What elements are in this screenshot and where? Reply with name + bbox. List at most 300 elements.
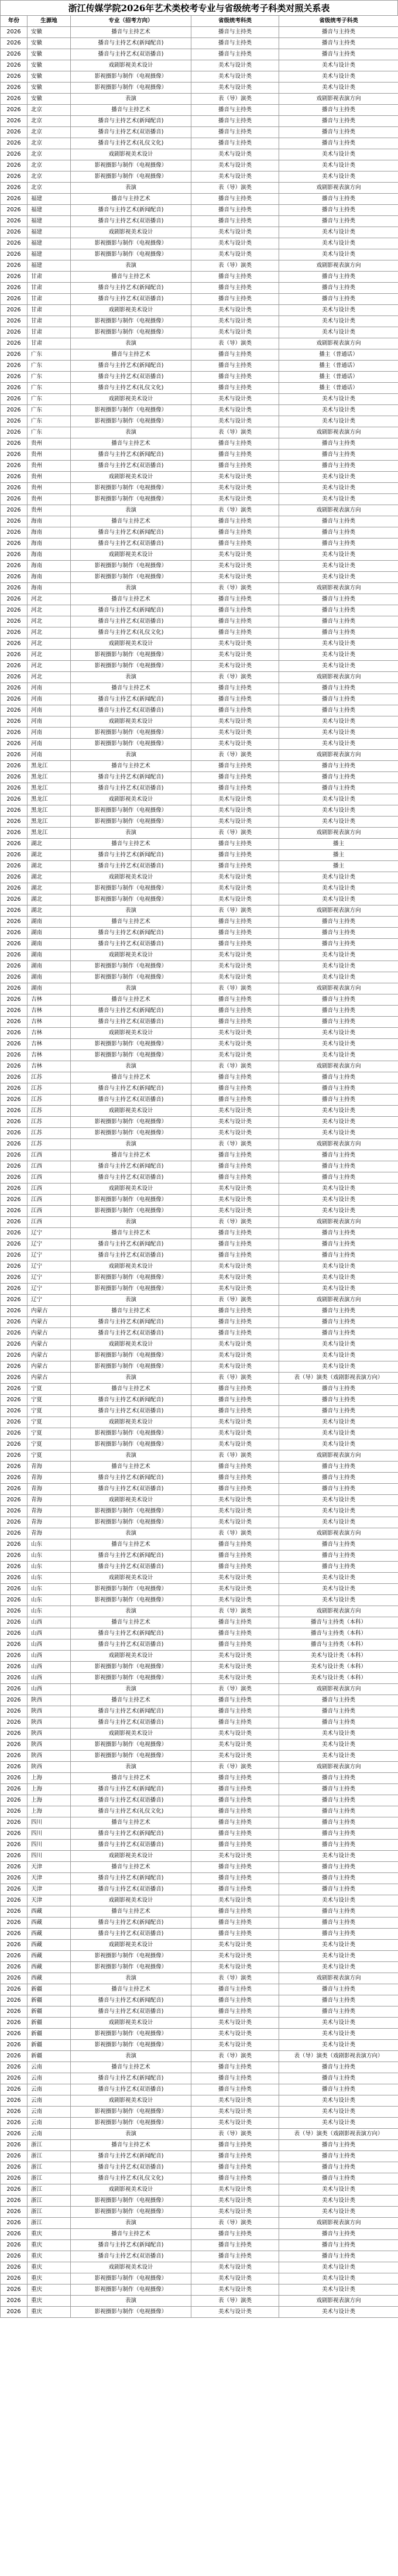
- table-row: [1, 427, 398, 438]
- cell-province: 安徽: [28, 83, 71, 94]
- cell-major: 播音与主持艺术(新闻配音): [71, 1395, 191, 1406]
- cell-subcategory: 播音与主持类: [279, 538, 398, 550]
- cell-major: 戏剧影视美术设计: [71, 1417, 191, 1428]
- cell-province: 海南: [28, 538, 71, 550]
- table-row: [1, 972, 398, 983]
- cell-year: 2026: [1, 438, 28, 450]
- cell-category: 美术与设计类: [191, 661, 279, 672]
- table-row: [1, 1962, 398, 1973]
- cell-subcategory: 戏剧影视表演方向: [279, 183, 398, 194]
- table-row: [1, 627, 398, 639]
- table-row: [1, 2107, 398, 2118]
- cell-subcategory: 播主（普通话）: [279, 349, 398, 361]
- table-row: [1, 183, 398, 194]
- cell-province: 宁夏: [28, 1450, 71, 1462]
- cell-year: 2026: [1, 1284, 28, 1295]
- table-row: [1, 372, 398, 383]
- cell-province: 北京: [28, 171, 71, 183]
- cell-subcategory: 美术与设计类: [279, 1940, 398, 1951]
- cell-province: 甘肃: [28, 294, 71, 305]
- cell-major: 播音与主持艺术(双语播音): [71, 705, 191, 716]
- cell-subcategory: 美术与设计类: [279, 316, 398, 327]
- cell-subcategory: 美术与设计类: [279, 1284, 398, 1295]
- cell-subcategory: 播音与主持类: [279, 49, 398, 60]
- cell-major: 影视摄影与制作（电视摄像）: [71, 1584, 191, 1595]
- cell-major: 影视摄影与制作（电视摄像）: [71, 2029, 191, 2040]
- cell-category: 播音与主持类: [191, 116, 279, 127]
- cell-province: 海南: [28, 527, 71, 538]
- table-row: [1, 883, 398, 894]
- cell-province: 安徽: [28, 38, 71, 49]
- table-row: [1, 1150, 398, 1161]
- cell-major: 影视摄影与制作（电视摄像）: [71, 805, 191, 817]
- cell-subcategory: 美术与设计类: [279, 2107, 398, 2118]
- table-row: [1, 1317, 398, 1328]
- cell-major: 影视摄影与制作（电视摄像）: [71, 1751, 191, 1762]
- cell-year: 2026: [1, 1573, 28, 1584]
- cell-category: 美术与设计类: [191, 794, 279, 805]
- cell-subcategory: 美术与设计类: [279, 1028, 398, 1039]
- table-row: [1, 928, 398, 939]
- table-row: [1, 71, 398, 83]
- cell-year: 2026: [1, 1595, 28, 1606]
- cell-major: 戏剧影视美术设计: [71, 2095, 191, 2107]
- table-row: [1, 594, 398, 605]
- cell-major: 戏剧影视美术设计: [71, 1940, 191, 1951]
- cell-major: 影视摄影与制作（电视摄像）: [71, 1206, 191, 1217]
- cell-subcategory: 美术与设计类: [279, 550, 398, 561]
- cell-category: 播音与主持类: [191, 861, 279, 872]
- cell-category: 表（导）演类: [191, 1973, 279, 1984]
- cell-province: 山西: [28, 1662, 71, 1673]
- table-row: [1, 194, 398, 205]
- cell-category: 美术与设计类: [191, 1651, 279, 1662]
- table-row: [1, 2262, 398, 2273]
- cell-subcategory: 播音与主持类: [279, 1717, 398, 1728]
- cell-year: 2026: [1, 238, 28, 249]
- cell-year: 2026: [1, 1117, 28, 1128]
- cell-category: 美术与设计类: [191, 2184, 279, 2196]
- cell-province: 福建: [28, 260, 71, 272]
- cell-year: 2026: [1, 1918, 28, 1929]
- cell-province: 重庆: [28, 2240, 71, 2251]
- table-row: [1, 605, 398, 616]
- cell-major: 戏剧影视美术设计: [71, 1851, 191, 1862]
- cell-subcategory: 播音与主持类: [279, 1784, 398, 1795]
- cell-province: 内蒙古: [28, 1373, 71, 1384]
- cell-major: 戏剧影视美术设计: [71, 1106, 191, 1117]
- cell-major: 影视摄影与制作（电视摄像）: [71, 1517, 191, 1528]
- cell-category: 播音与主持类: [191, 138, 279, 149]
- cell-province: 贵州: [28, 505, 71, 516]
- table-row: [1, 461, 398, 472]
- cell-category: 表（导）演类: [191, 183, 279, 194]
- cell-province: 河北: [28, 639, 71, 650]
- cell-major: 播音与主持艺术(双语播音): [71, 1929, 191, 1940]
- cell-category: 播音与主持类: [191, 1384, 279, 1395]
- cell-province: 广东: [28, 394, 71, 405]
- table-row: [1, 1495, 398, 1506]
- cell-category: 美术与设计类: [191, 405, 279, 416]
- table-row: [1, 1884, 398, 1895]
- cell-major: 影视摄影与制作（电视摄像）: [71, 1595, 191, 1606]
- cell-major: 影视摄影与制作（电视摄像）: [71, 1128, 191, 1139]
- cell-subcategory: 播音与主持类: [279, 1884, 398, 1895]
- cell-subcategory: 播主（普通话）: [279, 383, 398, 394]
- header-subcategory: 省级统考子科类: [279, 16, 398, 27]
- table-row: [1, 1028, 398, 1039]
- cell-category: 播音与主持类: [191, 216, 279, 227]
- cell-year: 2026: [1, 1373, 28, 1384]
- cell-subcategory: 表（导）演类（戏剧影视表演方向）: [279, 1373, 398, 1384]
- cell-category: 美术与设计类: [191, 961, 279, 972]
- table-row: [1, 1184, 398, 1195]
- cell-subcategory: 播音与主持类: [279, 1395, 398, 1406]
- cell-major: 播音与主持艺术(双语播音): [71, 2006, 191, 2018]
- table-row: [1, 905, 398, 917]
- table-row: [1, 1095, 398, 1106]
- cell-major: 播音与主持艺术: [71, 2140, 191, 2151]
- cell-year: 2026: [1, 572, 28, 583]
- table-row: [1, 450, 398, 461]
- cell-major: 播音与主持艺术(双语播音): [71, 372, 191, 383]
- header-year: 年份: [1, 16, 28, 27]
- cell-province: 贵州: [28, 483, 71, 494]
- cell-year: 2026: [1, 594, 28, 605]
- cell-province: 江西: [28, 1217, 71, 1228]
- cell-year: 2026: [1, 883, 28, 894]
- table-row: [1, 705, 398, 716]
- cell-major: 播音与主持艺术(新闻配音): [71, 694, 191, 705]
- cell-major: 表演: [71, 427, 191, 438]
- cell-subcategory: 美术与设计类: [279, 1495, 398, 1506]
- cell-year: 2026: [1, 505, 28, 516]
- cell-subcategory: 播音与主持类: [279, 616, 398, 627]
- cell-category: 美术与设计类: [191, 1851, 279, 1862]
- cell-category: 美术与设计类: [191, 739, 279, 750]
- cell-category: 播音与主持类: [191, 2251, 279, 2262]
- cell-major: 影视摄影与制作（电视摄像）: [71, 83, 191, 94]
- cell-year: 2026: [1, 1317, 28, 1328]
- cell-major: 表演: [71, 1973, 191, 1984]
- cell-major: 播音与主持艺术(新闻配音): [71, 1317, 191, 1328]
- cell-province: 江苏: [28, 1106, 71, 1117]
- cell-subcategory: 播音与主持类: [279, 138, 398, 149]
- table-row: [1, 294, 398, 305]
- cell-province: 甘肃: [28, 338, 71, 349]
- cell-category: 表（导）演类: [191, 672, 279, 683]
- cell-province: 黑龙江: [28, 828, 71, 839]
- cell-province: 山西: [28, 1651, 71, 1662]
- cell-province: 云南: [28, 2084, 71, 2095]
- cell-category: 美术与设计类: [191, 1106, 279, 1117]
- cell-major: 影视摄影与制作（电视摄像）: [71, 1951, 191, 1962]
- table-row: [1, 783, 398, 794]
- cell-year: 2026: [1, 1862, 28, 1873]
- cell-category: 美术与设计类: [191, 1361, 279, 1373]
- cell-category: 美术与设计类: [191, 1272, 279, 1284]
- cell-category: 播音与主持类: [191, 1317, 279, 1328]
- cell-province: 西藏: [28, 1929, 71, 1940]
- cell-province: 湖北: [28, 883, 71, 894]
- cell-subcategory: 播音与主持类: [279, 1250, 398, 1261]
- table-row: [1, 38, 398, 49]
- cell-year: 2026: [1, 839, 28, 850]
- cell-year: 2026: [1, 538, 28, 550]
- cell-major: 影视摄影与制作（电视摄像）: [71, 238, 191, 249]
- cell-category: 美术与设计类: [191, 728, 279, 739]
- table-row: [1, 1161, 398, 1172]
- cell-major: 播音与主持艺术: [71, 994, 191, 1006]
- cell-province: 北京: [28, 105, 71, 116]
- cell-year: 2026: [1, 1361, 28, 1373]
- table-row: [1, 2006, 398, 2018]
- cell-category: 播音与主持类: [191, 694, 279, 705]
- cell-subcategory: 美术与设计类: [279, 805, 398, 817]
- cell-year: 2026: [1, 338, 28, 349]
- cell-province: 江西: [28, 1150, 71, 1161]
- cell-major: 表演: [71, 2218, 191, 2229]
- cell-major: 影视摄影与制作（电视摄像）: [71, 661, 191, 672]
- table-row: [1, 1450, 398, 1462]
- cell-province: 天津: [28, 1895, 71, 1906]
- cell-province: 西藏: [28, 1951, 71, 1962]
- cell-category: 美术与设计类: [191, 1940, 279, 1951]
- cell-year: 2026: [1, 1551, 28, 1562]
- cell-year: 2026: [1, 2029, 28, 2040]
- cell-major: 播音与主持艺术(双语播音): [71, 616, 191, 627]
- cell-subcategory: 美术与设计类: [279, 2273, 398, 2285]
- cell-major: 播音与主持艺术(新闻配音): [71, 1706, 191, 1717]
- cell-year: 2026: [1, 1740, 28, 1751]
- table-row: [1, 2285, 398, 2296]
- cell-subcategory: 播音与主持类: [279, 1795, 398, 1806]
- cell-year: 2026: [1, 1884, 28, 1895]
- cell-category: 播音与主持类: [191, 1095, 279, 1106]
- header-province: 生源地: [28, 16, 71, 27]
- cell-category: 表（导）演类: [191, 1139, 279, 1150]
- cell-subcategory: 播音与主持类: [279, 272, 398, 283]
- cell-year: 2026: [1, 260, 28, 272]
- cell-province: 北京: [28, 138, 71, 149]
- table-row: [1, 1384, 398, 1395]
- cell-major: 播音与主持艺术: [71, 683, 191, 694]
- table-row: [1, 2029, 398, 2040]
- cell-major: 播音与主持艺术(新闻配音): [71, 1239, 191, 1250]
- cell-year: 2026: [1, 2307, 28, 2318]
- cell-province: 河北: [28, 627, 71, 639]
- cell-province: 西藏: [28, 1940, 71, 1951]
- cell-province: 海南: [28, 550, 71, 561]
- cell-category: 美术与设计类: [191, 639, 279, 650]
- cell-subcategory: 播音与主持类: [279, 216, 398, 227]
- cell-year: 2026: [1, 1695, 28, 1706]
- cell-province: 青海: [28, 1484, 71, 1495]
- cell-province: 上海: [28, 1773, 71, 1784]
- cell-year: 2026: [1, 2073, 28, 2084]
- cell-year: 2026: [1, 1617, 28, 1628]
- cell-major: 影视摄影与制作（电视摄像）: [71, 1962, 191, 1973]
- cell-category: 表（导）演类: [191, 750, 279, 761]
- cell-major: 影视摄影与制作（电视摄像）: [71, 1673, 191, 1684]
- cell-subcategory: 播音与主持类: [279, 2006, 398, 2018]
- cell-year: 2026: [1, 461, 28, 472]
- cell-major: 播音与主持艺术(双语播音): [71, 939, 191, 950]
- cell-year: 2026: [1, 1495, 28, 1506]
- cell-category: 美术与设计类: [191, 171, 279, 183]
- cell-province: 云南: [28, 2062, 71, 2073]
- cell-major: 表演: [71, 1684, 191, 1695]
- cell-major: 影视摄影与制作（电视摄像）: [71, 2118, 191, 2129]
- table-row: [1, 661, 398, 672]
- cell-category: 美术与设计类: [191, 316, 279, 327]
- cell-province: 陕西: [28, 1695, 71, 1706]
- cell-major: 表演: [71, 750, 191, 761]
- cell-subcategory: 播音与主持类: [279, 1817, 398, 1829]
- table-row: [1, 1017, 398, 1028]
- cell-category: 美术与设计类: [191, 2029, 279, 2040]
- table-row: [1, 917, 398, 928]
- table-row: [1, 1673, 398, 1684]
- cell-category: 美术与设计类: [191, 650, 279, 661]
- cell-major: 播音与主持艺术(双语播音): [71, 1484, 191, 1495]
- cell-major: 影视摄影与制作（电视摄像）: [71, 1117, 191, 1128]
- table-row: [1, 1106, 398, 1117]
- cell-subcategory: 美术与设计类: [279, 405, 398, 416]
- cell-category: 表（导）演类: [191, 2218, 279, 2229]
- table-row: [1, 2196, 398, 2207]
- cell-major: 戏剧影视美术设计: [71, 639, 191, 650]
- cell-category: 美术与设计类: [191, 2285, 279, 2296]
- cell-subcategory: 美术与设计类: [279, 1506, 398, 1517]
- cell-major: 播音与主持艺术(双语播音): [71, 127, 191, 138]
- cell-major: 影视摄影与制作（电视摄像）: [71, 171, 191, 183]
- cell-subcategory: 美术与设计类: [279, 2018, 398, 2029]
- cell-subcategory: 美术与设计类: [279, 1595, 398, 1606]
- cell-year: 2026: [1, 661, 28, 672]
- cell-subcategory: 美术与设计类: [279, 2207, 398, 2218]
- cell-subcategory: 美术与设计类: [279, 1740, 398, 1751]
- cell-year: 2026: [1, 939, 28, 950]
- cell-year: 2026: [1, 194, 28, 205]
- cell-province: 浙江: [28, 2196, 71, 2207]
- cell-province: 江苏: [28, 1117, 71, 1128]
- table-row: [1, 2084, 398, 2095]
- cell-category: 美术与设计类: [191, 2118, 279, 2129]
- cell-year: 2026: [1, 160, 28, 171]
- cell-year: 2026: [1, 2095, 28, 2107]
- cell-year: 2026: [1, 216, 28, 227]
- cell-year: 2026: [1, 327, 28, 338]
- cell-subcategory: 播音与主持类: [279, 2151, 398, 2162]
- cell-major: 戏剧影视美术设计: [71, 1184, 191, 1195]
- cell-category: 表（导）演类: [191, 828, 279, 839]
- cell-category: 美术与设计类: [191, 1495, 279, 1506]
- table-row: [1, 1006, 398, 1017]
- cell-category: 表（导）演类: [191, 338, 279, 349]
- table-row: [1, 394, 398, 405]
- cell-province: 湖南: [28, 950, 71, 961]
- cell-major: 播音与主持艺术(新闻配音): [71, 361, 191, 372]
- cell-category: 播音与主持类: [191, 1806, 279, 1817]
- cell-year: 2026: [1, 928, 28, 939]
- cell-year: 2026: [1, 472, 28, 483]
- table-row: [1, 872, 398, 883]
- cell-category: 播音与主持类: [191, 839, 279, 850]
- cell-major: 播音与主持艺术(新闻配音): [71, 1083, 191, 1095]
- cell-year: 2026: [1, 1428, 28, 1439]
- cell-province: 吉林: [28, 1061, 71, 1072]
- cell-province: 山东: [28, 1573, 71, 1584]
- cell-year: 2026: [1, 1662, 28, 1673]
- table-row: [1, 1906, 398, 1918]
- cell-subcategory: 播音与主持类: [279, 516, 398, 527]
- cell-category: 美术与设计类: [191, 394, 279, 405]
- cell-province: 甘肃: [28, 283, 71, 294]
- cell-major: 播音与主持艺术(双语播音): [71, 1717, 191, 1728]
- cell-subcategory: 播音与主持类: [279, 1095, 398, 1106]
- cell-major: 播音与主持艺术(礼仪文化): [71, 138, 191, 149]
- cell-category: 美术与设计类: [191, 2307, 279, 2318]
- cell-year: 2026: [1, 227, 28, 238]
- cell-major: 戏剧影视美术设计: [71, 1339, 191, 1350]
- cell-category: 播音与主持类: [191, 1817, 279, 1829]
- cell-category: 播音与主持类: [191, 27, 279, 38]
- cell-province: 黑龙江: [28, 783, 71, 794]
- cell-major: 播音与主持艺术(礼仪文化): [71, 2173, 191, 2184]
- table-row: [1, 1728, 398, 1740]
- cell-year: 2026: [1, 394, 28, 405]
- table-row: [1, 1072, 398, 1083]
- cell-major: 影视摄影与制作（电视摄像）: [71, 1506, 191, 1517]
- cell-province: 河北: [28, 650, 71, 661]
- cell-subcategory: 美术与设计类: [279, 894, 398, 905]
- cell-subcategory: 播音与主持类: [279, 1083, 398, 1095]
- cell-category: 表（导）演类: [191, 583, 279, 594]
- cell-subcategory: 美术与设计类: [279, 1039, 398, 1050]
- cell-major: 影视摄影与制作（电视摄像）: [71, 1195, 191, 1206]
- cell-province: 新疆: [28, 2006, 71, 2018]
- table-row: [1, 1128, 398, 1139]
- cell-category: 美术与设计类: [191, 1584, 279, 1595]
- cell-year: 2026: [1, 2062, 28, 2073]
- table-row: [1, 1528, 398, 1539]
- cell-major: 播音与主持艺术(新闻配音): [71, 116, 191, 127]
- cell-subcategory: 播音与主持类: [279, 105, 398, 116]
- cell-province: 云南: [28, 2095, 71, 2107]
- cell-subcategory: 美术与设计类: [279, 1517, 398, 1528]
- cell-subcategory: 戏剧影视表演方向: [279, 260, 398, 272]
- cell-major: 播音与主持艺术(双语播音): [71, 1562, 191, 1573]
- table-row: [1, 127, 398, 138]
- cell-year: 2026: [1, 1350, 28, 1361]
- cell-category: 播音与主持类: [191, 349, 279, 361]
- cell-subcategory: 戏剧影视表演方向: [279, 1606, 398, 1617]
- cell-year: 2026: [1, 1506, 28, 1517]
- table-row: [1, 1940, 398, 1951]
- table-row: [1, 850, 398, 861]
- cell-year: 2026: [1, 1906, 28, 1918]
- cell-province: 内蒙古: [28, 1350, 71, 1361]
- table-row: [1, 2018, 398, 2029]
- cell-subcategory: 美术与设计类: [279, 1206, 398, 1217]
- table-row: [1, 728, 398, 739]
- cell-year: 2026: [1, 1673, 28, 1684]
- cell-province: 江苏: [28, 1095, 71, 1106]
- cell-category: 美术与设计类: [191, 1595, 279, 1606]
- cell-major: 播音与主持艺术(礼仪文化): [71, 1806, 191, 1817]
- cell-province: 吉林: [28, 1028, 71, 1039]
